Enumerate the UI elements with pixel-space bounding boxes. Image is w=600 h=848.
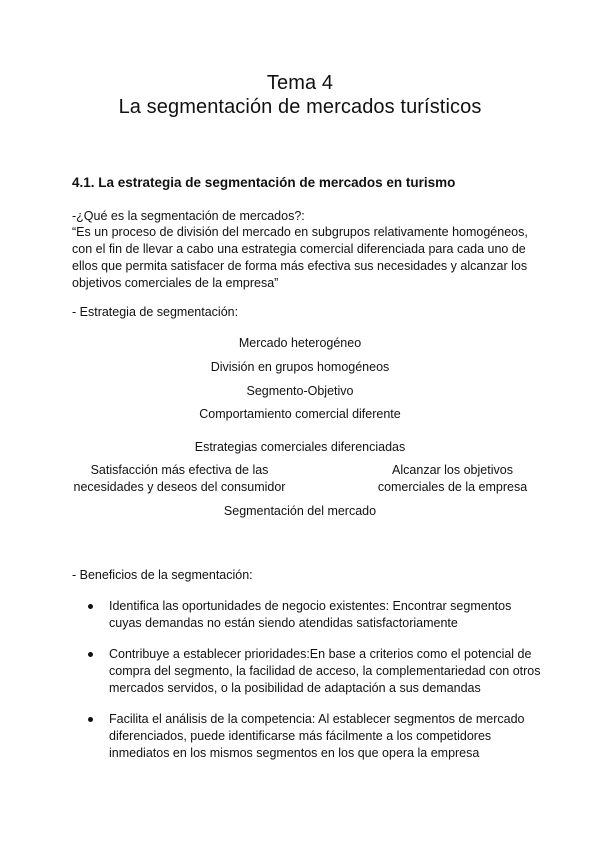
flow-step-division: División en grupos homogéneos	[210, 360, 390, 374]
flow-step-strategies: Estrategias comerciales diferenciadas	[194, 440, 406, 454]
benefits-label: - Beneficios de la segmentación:	[72, 568, 253, 582]
flow-outcome-company: Alcanzar los objetivos comerciales de la empresa	[377, 463, 528, 494]
strategy-label: - Estrategia de segmentación:	[72, 305, 239, 319]
definition-quote: “Es un proceso de división del mercado en subgrupos relativamente homogéneos, con el fin de llevar a cabo una estrategia comercial diferenciada para cada uno de ellos que permita satisfacer de forma más efectiva sus necesidades y alcanzar los objetivos comerciales de la empresa”	[72, 225, 528, 290]
bullet-icon	[88, 652, 93, 657]
flow-step-target-segment: Segmento-Objetivo	[246, 384, 354, 398]
page-title-line1: Tema 4	[266, 72, 334, 94]
bullet-icon	[88, 717, 93, 722]
bullet-icon	[88, 604, 93, 609]
list-item	[72, 646, 542, 697]
section-heading: 4.1. La estrategia de segmentación de mercados en turismo	[72, 175, 456, 190]
list-item-text: Facilita el análisis de la competencia: Al establecer segmentos de mercado diferenciados, puede identificarse más fácilmente a los competidores inmediatos en los mismos segmentos en los que opera la empresa	[109, 712, 525, 760]
page-title-line2: La segmentación de mercados turísticos	[118, 96, 482, 118]
flow-final-segmentation: Segmentación del mercado	[223, 504, 377, 518]
flow-outcome-consumer: Satisfacción más efectiva de las necesidades y deseos del consumidor	[73, 463, 286, 494]
question-label: -¿Qué es la segmentación de mercados?:	[72, 209, 305, 223]
flow-step-behavior: Comportamiento comercial diferente	[199, 407, 401, 421]
benefits-list	[72, 598, 542, 776]
flow-step-heterogeneous-market: Mercado heterogéneo	[238, 336, 362, 350]
list-item-text: Contribuye a establecer prioridades:En base a criterios como el potencial de compra del segmento, la facilidad de acceso, la complementariedad con otros mercados servidos, o la posibilidad de adaptación a sus demandas	[109, 647, 541, 695]
list-item	[72, 711, 542, 762]
list-item-text: Identifica las oportunidades de negocio existentes: Encontrar segmentos cuyas demandas no están siendo atendidas satisfactoriamente	[109, 599, 512, 630]
list-item	[72, 598, 542, 632]
